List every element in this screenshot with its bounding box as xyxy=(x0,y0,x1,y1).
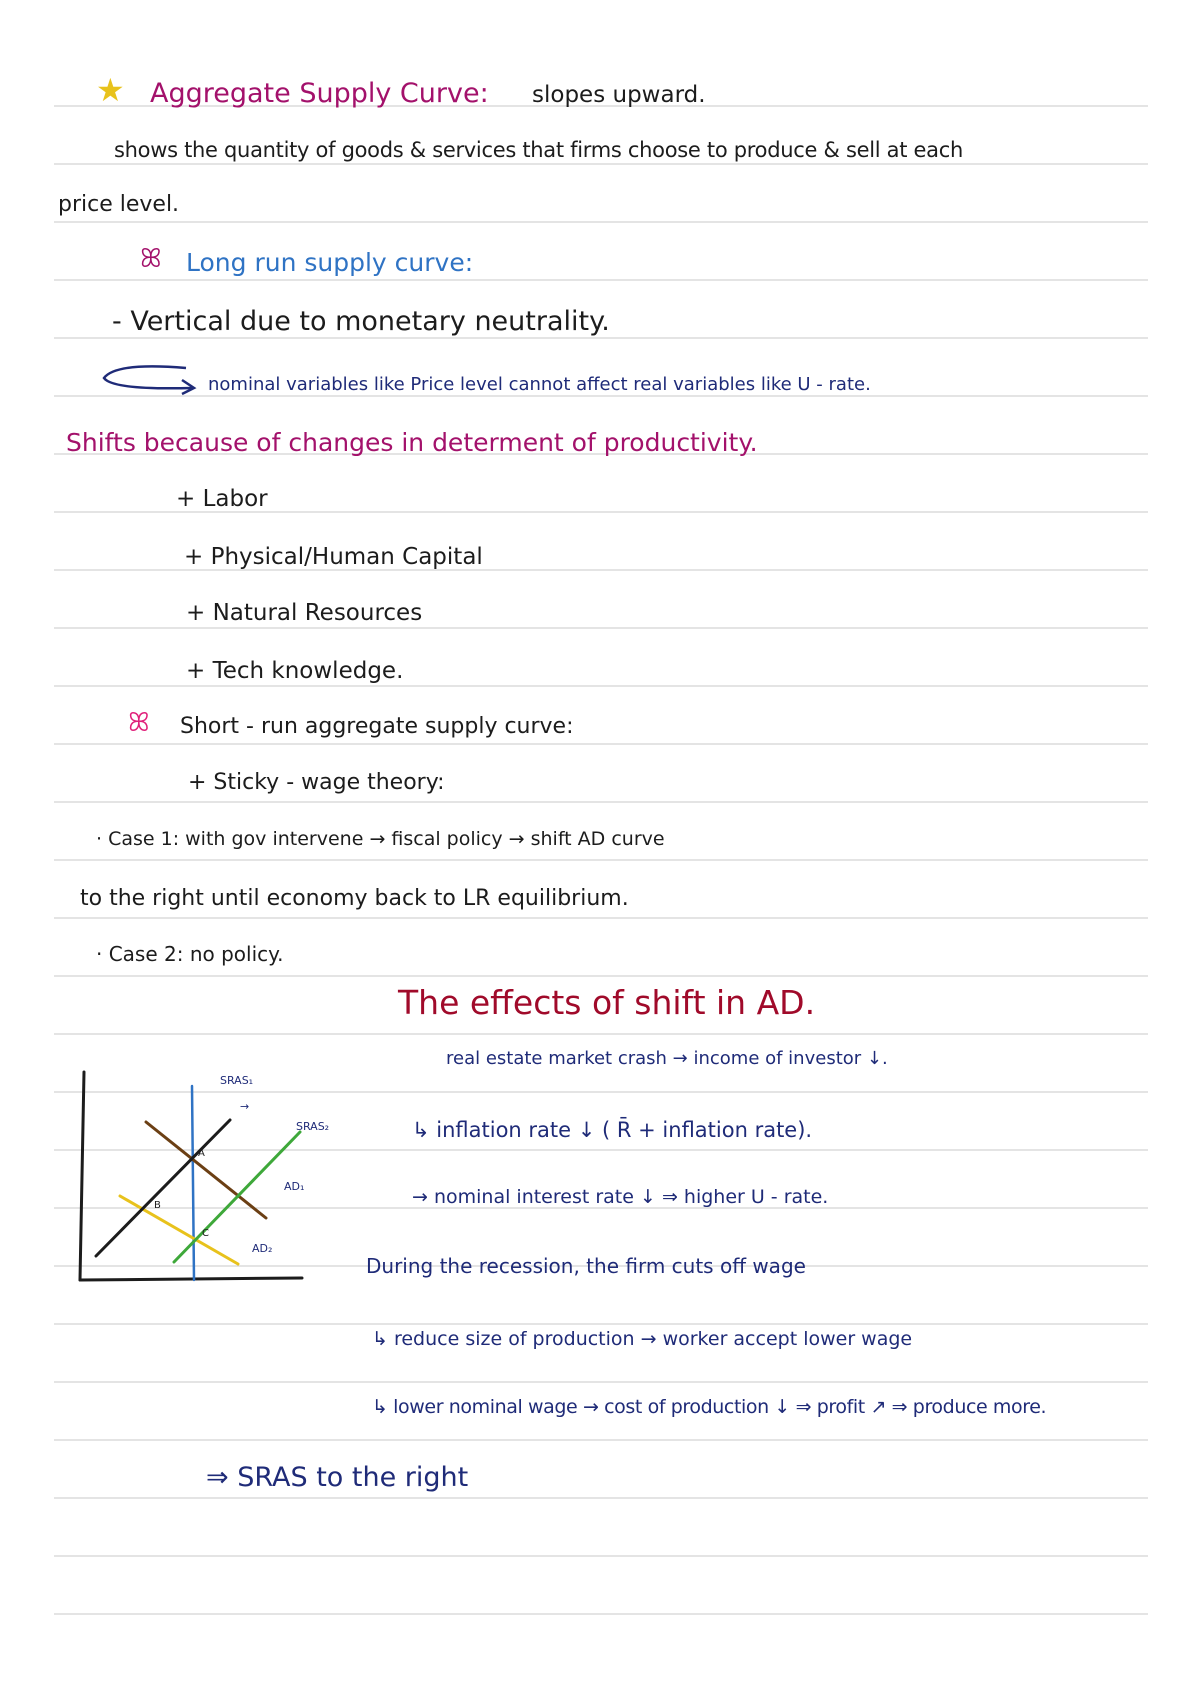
case-1-line-2: to the right until economy back to LR equilibrium. xyxy=(80,886,629,911)
case-2-line: · Case 2: no policy. xyxy=(96,942,284,966)
determinant-item: + Labor xyxy=(176,486,268,512)
ad2-label: AD₂ xyxy=(252,1242,273,1255)
determinant-item: + Physical/Human Capital xyxy=(184,544,483,570)
effects-line-5: ↳ reduce size of production → worker accept lower wage xyxy=(372,1328,913,1350)
as-ad-graph xyxy=(70,1060,370,1300)
long-run-heading: Long run supply curve: xyxy=(186,248,474,277)
effects-line-6: ↳ lower nominal wage → cost of production ↓ ⇒ profit ↗ ⇒ produce more. xyxy=(372,1396,1047,1418)
sras1-label: SRAS₁ xyxy=(220,1074,254,1087)
effects-line-3: → nominal interest rate ↓ ⇒ higher U - rate. xyxy=(412,1186,829,1208)
curved-arrow-icon xyxy=(96,360,206,400)
definition-line-1: shows the quantity of goods & services that firms choose to produce & sell at each xyxy=(114,138,963,162)
lras-line xyxy=(192,1086,194,1280)
y-axis xyxy=(80,1072,84,1280)
determinant-item: + Tech knowledge. xyxy=(186,658,404,684)
definition-line-2: price level. xyxy=(58,192,180,217)
ad1-curve xyxy=(146,1122,266,1218)
sticky-wage-line: + Sticky - wage theory: xyxy=(188,770,445,795)
effects-line-2: ↳ inflation rate ↓ ( R̄ + inflation rate). xyxy=(412,1118,813,1142)
point-a-label: A xyxy=(198,1148,205,1159)
shifts-line: Shifts because of changes in determent of productivity. xyxy=(66,428,758,457)
point-b-label: B xyxy=(154,1200,161,1211)
neutrality-note: nominal variables like Price level cannot affect real variables like U - rate. xyxy=(208,374,871,395)
determinant-item: + Natural Resources xyxy=(186,600,423,626)
bow-icon: ꕤ xyxy=(140,244,162,274)
short-run-heading: Short - run aggregate supply curve: xyxy=(180,714,574,739)
ad1-label: AD₁ xyxy=(284,1180,305,1193)
effects-line-1: real estate market crash → income of investor ↓. xyxy=(446,1048,888,1069)
page-title: Aggregate Supply Curve: xyxy=(150,78,489,109)
bow-icon: ꕤ xyxy=(128,708,150,738)
effects-conclusion: ⇒ SRAS to the right xyxy=(206,1462,469,1493)
x-axis xyxy=(80,1278,302,1280)
sras2-label: SRAS₂ xyxy=(296,1120,330,1133)
point-c-label: C xyxy=(202,1228,209,1239)
title-note: slopes upward. xyxy=(532,82,706,108)
long-run-vertical: - Vertical due to monetary neutrality. xyxy=(112,306,610,337)
ad2-curve xyxy=(120,1196,238,1264)
sras1-curve xyxy=(96,1120,230,1256)
effects-title: The effects of shift in AD. xyxy=(398,983,816,1022)
case-1-line-1: · Case 1: with gov intervene → fiscal policy → shift AD curve xyxy=(96,828,665,850)
shift-arrow-label: → xyxy=(240,1100,250,1113)
effects-line-4: During the recession, the firm cuts off wage xyxy=(366,1254,806,1278)
star-icon: ★ xyxy=(96,71,125,109)
